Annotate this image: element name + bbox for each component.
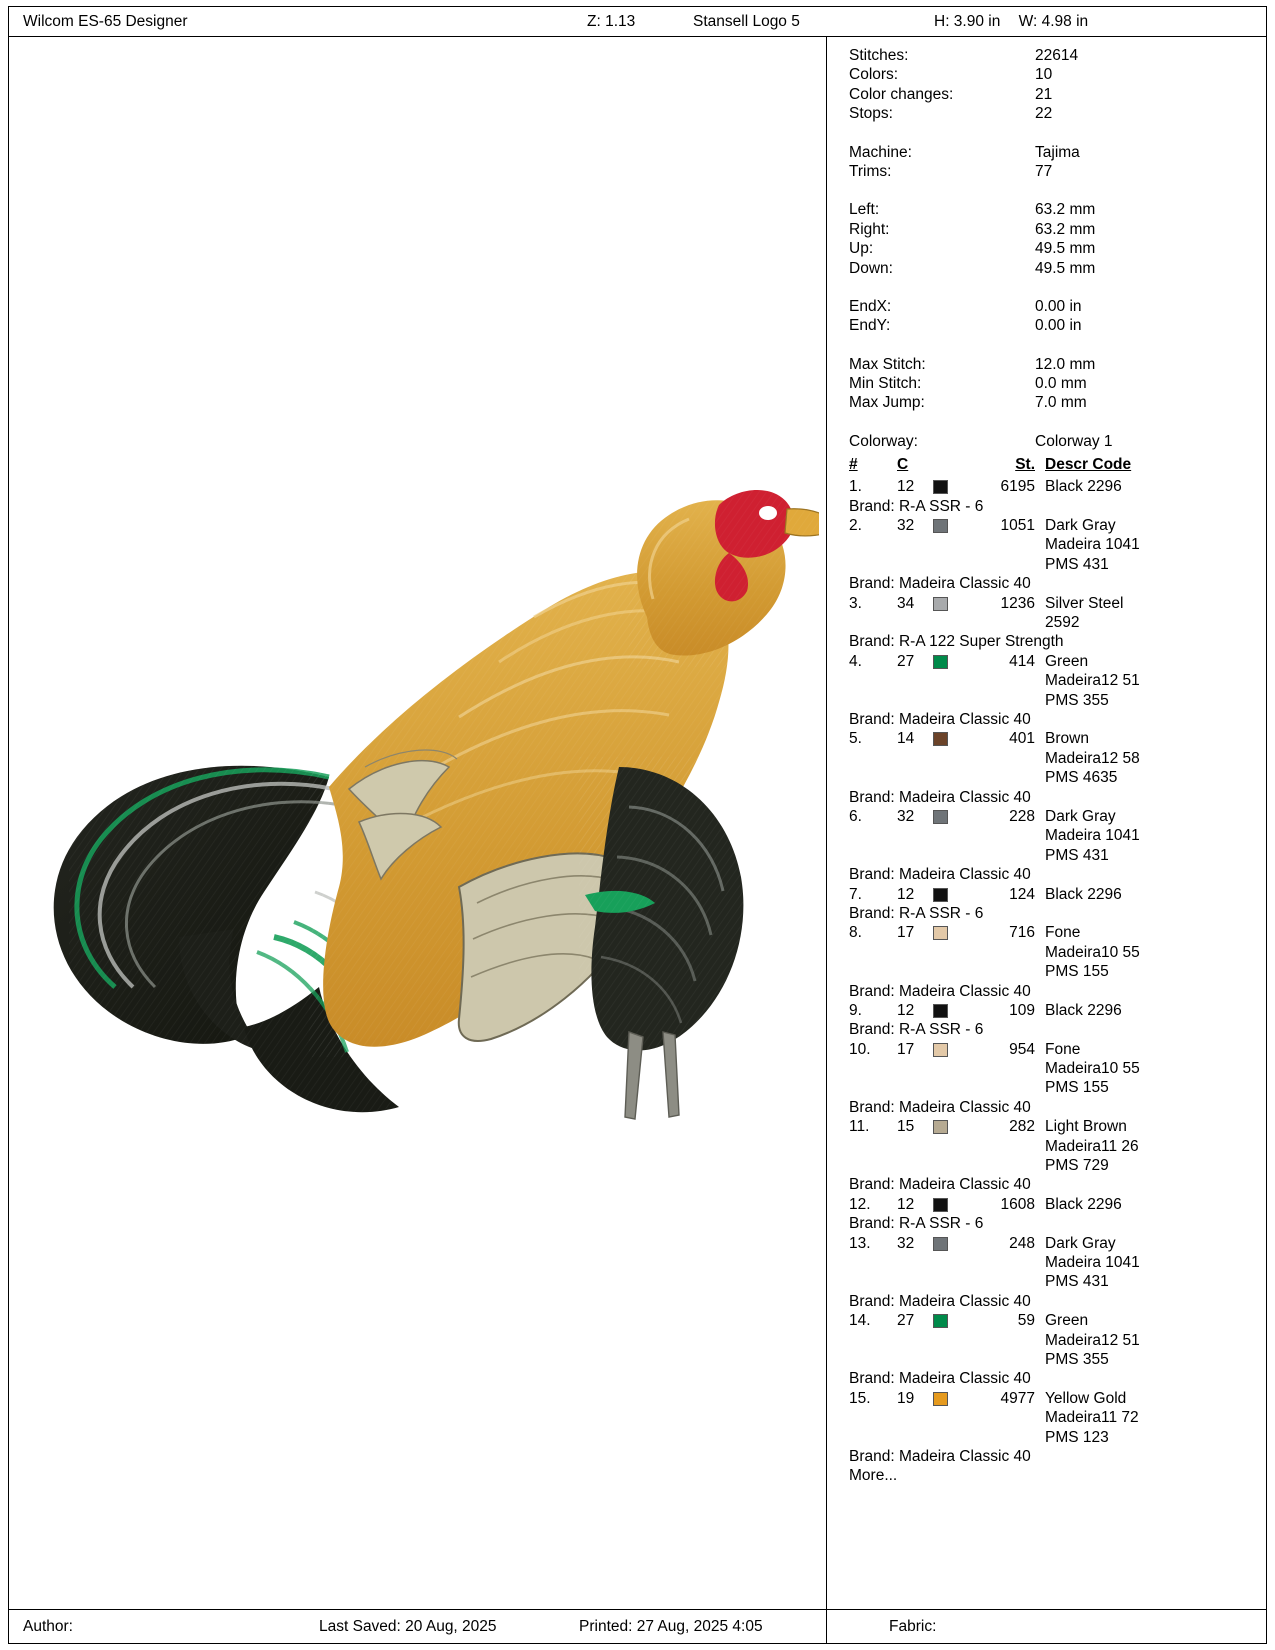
summary-row bbox=[849, 104, 1266, 123]
summary-value: 22614 bbox=[1035, 47, 1079, 64]
row-description: Silver Steel 2592 bbox=[1045, 594, 1124, 631]
table-row bbox=[849, 1234, 1266, 1292]
page-body bbox=[9, 37, 1266, 1609]
row-needle: 32 bbox=[897, 1234, 915, 1252]
color-swatch bbox=[933, 1314, 948, 1328]
summary-value: 21 bbox=[1035, 85, 1053, 103]
color-swatch bbox=[933, 1392, 948, 1406]
row-number: 12. bbox=[849, 1195, 871, 1213]
head-and-neck bbox=[629, 482, 819, 667]
row-number: 5. bbox=[849, 730, 862, 748]
row-number: 15. bbox=[849, 1389, 871, 1407]
summary-label: Max Jump: bbox=[849, 394, 925, 412]
summary-value: 22 bbox=[1035, 105, 1053, 123]
summary-label: Max Stitch: bbox=[849, 355, 926, 373]
row-description: Dark Gray Madeira 1041 PMS 431 bbox=[1045, 1234, 1140, 1291]
color-swatch bbox=[933, 1198, 948, 1212]
row-brand: Brand: Madeira Classic 40 bbox=[849, 788, 1031, 806]
table-row bbox=[849, 1117, 1266, 1175]
summary-label: Colorway: bbox=[849, 432, 918, 450]
row-needle: 34 bbox=[897, 594, 915, 612]
row-description: Black 2296 bbox=[1045, 1001, 1122, 1019]
summary-value: 0.0 mm bbox=[1035, 375, 1087, 393]
summary-label: Up: bbox=[849, 240, 874, 258]
footer-divider bbox=[826, 1610, 827, 1644]
row-brand: Brand: R-A SSR - 6 bbox=[849, 1021, 984, 1039]
col-header-number: # bbox=[849, 456, 858, 474]
summary-value: 77 bbox=[1035, 162, 1053, 180]
row-stitches: 1236 bbox=[1000, 594, 1035, 612]
row-description: Brown Madeira12 58 PMS 4635 bbox=[1045, 730, 1140, 787]
design-width: W: 4.98 in bbox=[1018, 12, 1089, 30]
summary-label: Machine: bbox=[849, 143, 912, 161]
row-brand: Brand: Madeira Classic 40 bbox=[849, 710, 1031, 728]
summary-row bbox=[849, 393, 1266, 412]
row-brand: Brand: Madeira Classic 40 bbox=[849, 1370, 1031, 1388]
print-preview-page bbox=[8, 6, 1267, 1644]
summary-value: 10 bbox=[1035, 66, 1053, 84]
color-swatch bbox=[933, 655, 948, 669]
row-needle: 15 bbox=[897, 1118, 915, 1136]
summary-label: EndX: bbox=[849, 297, 892, 315]
table-row bbox=[849, 885, 1266, 904]
row-number: 1. bbox=[849, 478, 862, 496]
row-stitches: 414 bbox=[1009, 652, 1035, 670]
row-stitches: 109 bbox=[1009, 1001, 1035, 1019]
row-needle: 27 bbox=[897, 1312, 915, 1330]
summary-label: Color changes: bbox=[849, 85, 954, 103]
row-description: Green Madeira12 51 PMS 355 bbox=[1045, 652, 1140, 709]
row-number: 7. bbox=[849, 885, 862, 903]
row-number: 13. bbox=[849, 1234, 871, 1252]
row-stitches: 401 bbox=[1009, 730, 1035, 748]
color-swatch bbox=[933, 1004, 948, 1018]
col-header-stitches: St. bbox=[1015, 456, 1035, 474]
row-stitches: 716 bbox=[1009, 924, 1035, 942]
design-name: Stansell Logo 5 bbox=[693, 12, 800, 30]
summary-row bbox=[849, 259, 1266, 278]
summary-row bbox=[849, 65, 1266, 84]
row-description: Black 2296 bbox=[1045, 478, 1122, 496]
row-brand: Brand: Madeira Classic 40 bbox=[849, 1098, 1031, 1116]
row-brand: Brand: Madeira Classic 40 bbox=[849, 1447, 1031, 1465]
row-needle: 14 bbox=[897, 730, 915, 748]
row-needle: 12 bbox=[897, 478, 915, 496]
footer-author: Author: bbox=[23, 1618, 73, 1635]
row-stitches: 124 bbox=[1009, 885, 1035, 903]
row-brand: Brand: R-A SSR - 6 bbox=[849, 904, 984, 922]
summary-row bbox=[849, 316, 1266, 335]
summary-value: 63.2 mm bbox=[1035, 201, 1096, 219]
col-header-c: C bbox=[897, 456, 909, 474]
summary-row bbox=[849, 200, 1266, 219]
color-swatch bbox=[933, 480, 948, 494]
row-description: Light Brown Madeira11 26 PMS 729 bbox=[1045, 1118, 1139, 1175]
row-needle: 17 bbox=[897, 1040, 915, 1058]
table-row bbox=[849, 1311, 1266, 1369]
table-row bbox=[849, 1040, 1266, 1098]
table-row bbox=[849, 729, 1266, 787]
summary-label: EndY: bbox=[849, 317, 891, 335]
row-needle: 12 bbox=[897, 1001, 915, 1019]
table-row bbox=[849, 516, 1266, 574]
summary-label: Right: bbox=[849, 220, 890, 238]
spacer bbox=[849, 413, 1266, 432]
design-height: H: 3.90 in bbox=[934, 12, 1001, 30]
summary-row bbox=[849, 162, 1266, 181]
table-row bbox=[849, 807, 1266, 865]
design-dimensions bbox=[934, 13, 1102, 31]
spacer bbox=[849, 278, 1266, 297]
table-row bbox=[849, 594, 1266, 633]
summary-value: 12.0 mm bbox=[1035, 355, 1096, 373]
footer-last-saved: Last Saved: 20 Aug, 2025 bbox=[319, 1618, 497, 1635]
row-needle: 12 bbox=[897, 885, 915, 903]
row-number: 8. bbox=[849, 924, 862, 942]
color-swatch bbox=[933, 597, 948, 611]
row-stitches: 228 bbox=[1009, 807, 1035, 825]
summary-row bbox=[849, 85, 1266, 104]
row-needle: 27 bbox=[897, 652, 915, 670]
row-description: Fone Madeira10 55 PMS 155 bbox=[1045, 924, 1140, 981]
color-swatch bbox=[933, 926, 948, 940]
summary-row-colorway bbox=[849, 432, 1266, 451]
row-needle: 12 bbox=[897, 1195, 915, 1213]
breast bbox=[579, 757, 769, 1067]
row-description: Yellow Gold Madeira11 72 PMS 123 bbox=[1045, 1389, 1139, 1446]
table-row bbox=[849, 477, 1266, 496]
table-row bbox=[849, 1195, 1266, 1214]
row-number: 2. bbox=[849, 517, 862, 535]
row-description: Fone Madeira10 55 PMS 155 bbox=[1045, 1040, 1140, 1097]
row-stitches: 282 bbox=[1009, 1118, 1035, 1136]
row-number: 11. bbox=[849, 1118, 870, 1136]
row-description: Dark Gray Madeira 1041 PMS 431 bbox=[1045, 517, 1140, 573]
row-description: Black 2296 bbox=[1045, 885, 1122, 903]
row-stitches: 6195 bbox=[1000, 478, 1035, 496]
color-swatch bbox=[933, 1120, 948, 1134]
header-bar bbox=[9, 7, 1266, 37]
row-number: 4. bbox=[849, 652, 862, 670]
summary-value: 0.00 in bbox=[1035, 317, 1082, 335]
row-brand: Brand: R-A 122 Super Strength bbox=[849, 633, 1064, 651]
color-swatch bbox=[933, 888, 948, 902]
color-swatch bbox=[933, 810, 948, 824]
row-stitches: 954 bbox=[1009, 1040, 1035, 1058]
row-needle: 17 bbox=[897, 924, 915, 942]
table-row bbox=[849, 923, 1266, 981]
col-header-description: Descr Code bbox=[1045, 456, 1132, 474]
spacer bbox=[849, 336, 1266, 355]
row-description: Dark Gray Madeira 1041 PMS 431 bbox=[1045, 807, 1140, 864]
row-needle: 32 bbox=[897, 517, 915, 535]
row-brand: Brand: R-A SSR - 6 bbox=[849, 1215, 984, 1233]
design-info-panel bbox=[827, 37, 1266, 1609]
row-number: 9. bbox=[849, 1001, 862, 1019]
summary-value: 49.5 mm bbox=[1035, 259, 1096, 277]
summary-label: Down: bbox=[849, 259, 893, 277]
spacer bbox=[849, 181, 1266, 200]
zoom-level: Z: 1.13 bbox=[587, 12, 636, 30]
summary-row bbox=[849, 355, 1266, 374]
summary-label: Trims: bbox=[849, 162, 892, 180]
row-description: Green Madeira12 51 PMS 355 bbox=[1045, 1312, 1140, 1368]
summary-list bbox=[849, 46, 1266, 451]
color-swatch bbox=[933, 519, 948, 533]
app-title: Wilcom ES-65 Designer bbox=[23, 12, 188, 30]
color-swatch bbox=[933, 1043, 948, 1057]
spacer bbox=[849, 124, 1266, 143]
color-table-header bbox=[849, 455, 1266, 477]
row-stitches: 59 bbox=[1017, 1312, 1035, 1330]
summary-label: Left: bbox=[849, 201, 880, 219]
summary-label: Min Stitch: bbox=[849, 375, 922, 393]
row-brand: Brand: Madeira Classic 40 bbox=[849, 866, 1031, 884]
color-swatch bbox=[933, 1237, 948, 1251]
summary-label: Stops: bbox=[849, 105, 893, 123]
row-stitches: 4977 bbox=[1000, 1389, 1035, 1407]
summary-row bbox=[849, 297, 1266, 316]
row-brand: Brand: Madeira Classic 40 bbox=[849, 1292, 1031, 1310]
row-number: 3. bbox=[849, 594, 862, 612]
summary-row bbox=[849, 143, 1266, 162]
footer-printed: Printed: 27 Aug, 2025 4:05 bbox=[579, 1618, 763, 1635]
row-needle: 19 bbox=[897, 1389, 915, 1407]
summary-value: Tajima bbox=[1035, 143, 1080, 161]
more-link[interactable]: More... bbox=[849, 1467, 898, 1485]
design-canvas bbox=[9, 37, 827, 1609]
footer-bar bbox=[9, 1609, 1266, 1643]
summary-row bbox=[849, 239, 1266, 258]
summary-value: Colorway 1 bbox=[1035, 432, 1113, 450]
table-row bbox=[849, 652, 1266, 710]
summary-value: 7.0 mm bbox=[1035, 394, 1087, 412]
row-brand: Brand: R-A SSR - 6 bbox=[849, 497, 984, 515]
row-brand: Brand: Madeira Classic 40 bbox=[849, 575, 1031, 593]
summary-value: 0.00 in bbox=[1035, 297, 1082, 315]
row-stitches: 1051 bbox=[1000, 517, 1035, 535]
row-brand: Brand: Madeira Classic 40 bbox=[849, 982, 1031, 1000]
color-sequence-table bbox=[849, 455, 1266, 1485]
footer-fabric: Fabric: bbox=[889, 1618, 937, 1635]
row-description: Black 2296 bbox=[1045, 1195, 1122, 1213]
row-stitches: 1608 bbox=[1000, 1195, 1035, 1213]
summary-label: Stitches: bbox=[849, 47, 909, 64]
summary-label: Colors: bbox=[849, 66, 899, 84]
row-number: 10. bbox=[849, 1040, 871, 1058]
color-swatch bbox=[933, 732, 948, 746]
table-row bbox=[849, 1389, 1266, 1447]
row-stitches: 248 bbox=[1009, 1234, 1035, 1252]
summary-row bbox=[849, 374, 1266, 393]
row-needle: 32 bbox=[897, 807, 915, 825]
row-number: 14. bbox=[849, 1312, 871, 1330]
row-number: 6. bbox=[849, 807, 862, 825]
summary-value: 63.2 mm bbox=[1035, 220, 1096, 238]
summary-value: 49.5 mm bbox=[1035, 240, 1096, 258]
row-brand: Brand: Madeira Classic 40 bbox=[849, 1176, 1031, 1194]
rooster-embroidery-preview bbox=[29, 467, 819, 1127]
table-row bbox=[849, 1001, 1266, 1020]
summary-row bbox=[849, 46, 1266, 65]
summary-row bbox=[849, 220, 1266, 239]
